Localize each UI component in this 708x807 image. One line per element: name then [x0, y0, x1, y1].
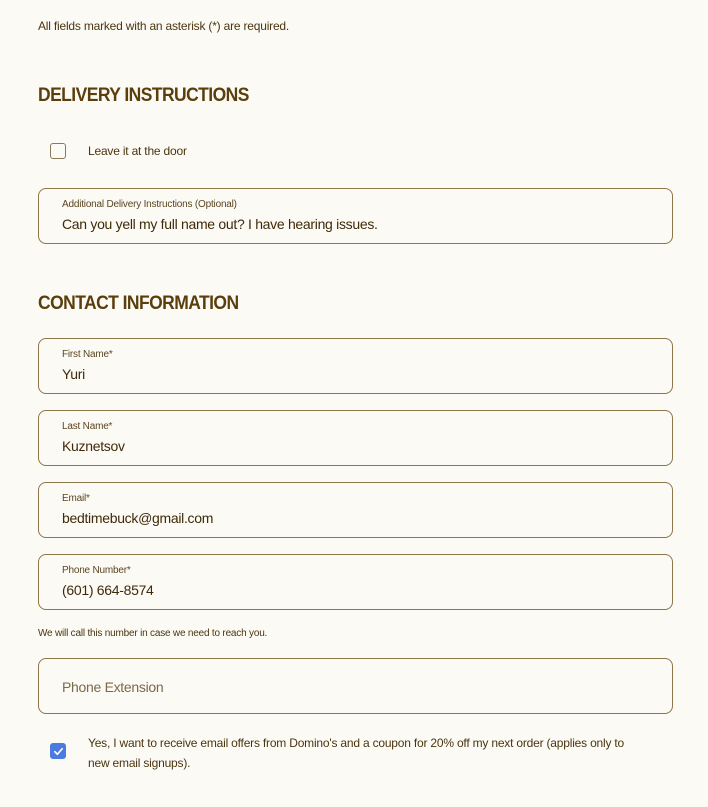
required-fields-note: All fields marked with an asterisk (*) are required. — [38, 19, 290, 33]
phone-extension-field[interactable] — [38, 658, 673, 714]
phone-extension-input[interactable]: Phone Extension — [62, 679, 164, 695]
last-name-label: Last Name* — [62, 421, 113, 432]
phone-number-label: Phone Number* — [62, 565, 131, 576]
email-offers-option[interactable] — [50, 736, 650, 773]
delivery-instructions-input[interactable]: Can you yell my full name out? I have hearing issues. — [62, 216, 378, 232]
delivery-instructions-heading: DELIVERY INSTRUCTIONS — [38, 85, 249, 106]
last-name-field[interactable] — [38, 410, 673, 466]
delivery-instructions-field[interactable] — [38, 188, 673, 244]
first-name-input[interactable]: Yuri — [62, 366, 85, 382]
leave-at-door-option[interactable] — [50, 143, 187, 161]
leave-at-door-checkbox[interactable] — [50, 143, 66, 159]
phone-helper-text: We will call this number in case we need to reach you. — [38, 628, 268, 639]
last-name-input[interactable]: Kuznetsov — [62, 438, 125, 454]
leave-at-door-label: Leave it at the door — [88, 144, 187, 158]
checkmark-icon — [53, 746, 64, 757]
email-offers-label: Yes, I want to receive email offers from Domino's and a coupon for 20% off my next order (applies only to new email signups). — [88, 736, 625, 770]
delivery-instructions-label: Additional Delivery Instructions (Optional) — [62, 199, 237, 210]
phone-number-input[interactable]: (601) 664-8574 — [62, 582, 154, 598]
email-field[interactable] — [38, 482, 673, 538]
first-name-label: First Name* — [62, 349, 113, 360]
email-input[interactable]: bedtimebuck@gmail.com — [62, 510, 214, 526]
first-name-field[interactable] — [38, 338, 673, 394]
contact-information-heading: CONTACT INFORMATION — [38, 293, 239, 314]
email-label: Email* — [62, 493, 90, 504]
phone-number-field[interactable] — [38, 554, 673, 610]
email-offers-checkbox[interactable] — [50, 743, 66, 759]
